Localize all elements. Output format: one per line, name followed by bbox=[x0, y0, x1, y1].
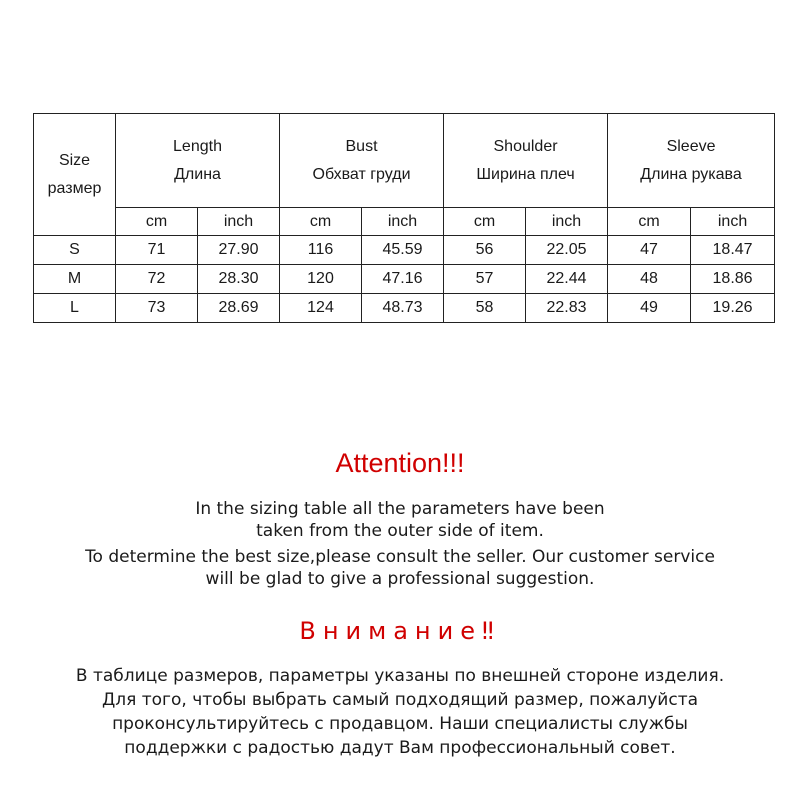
value-cell: 120 bbox=[280, 265, 362, 294]
notice-line: In the sizing table all the parameters have been bbox=[195, 499, 605, 519]
notice-line: В таблице размеров, параметры указаны по внешней стороне изделия. bbox=[75, 666, 725, 686]
length-header-ru: Длина bbox=[174, 165, 221, 183]
value-cell: 56 bbox=[444, 236, 526, 265]
notice-line: Для того, чтобы выбрать самый подходящий размер, пожалуйста bbox=[101, 690, 699, 710]
value-cell: 28.30 bbox=[198, 265, 280, 294]
value-cell: 45.59 bbox=[362, 236, 444, 265]
unit-inch-shoulder: inch bbox=[526, 208, 608, 236]
value-cell: 27.90 bbox=[198, 236, 280, 265]
value-cell: 47 bbox=[608, 236, 691, 265]
value-cell: 72 bbox=[116, 265, 198, 294]
notice-line: To determine the best size,please consult the seller. Our customer service bbox=[85, 547, 715, 567]
table-row bbox=[34, 236, 775, 265]
value-cell: 49 bbox=[608, 294, 691, 323]
unit-inch-length: inch bbox=[198, 208, 280, 236]
notice-line: поддержки с радостью дадут Вам профессиональный совет. bbox=[124, 738, 676, 758]
size-cell: M bbox=[34, 265, 116, 294]
value-cell: 48.73 bbox=[362, 294, 444, 323]
value-cell: 18.47 bbox=[691, 236, 775, 265]
notice-ru-paragraph bbox=[0, 664, 800, 760]
value-cell: 116 bbox=[280, 236, 362, 265]
sleeve-header-en: Sleeve bbox=[666, 137, 716, 155]
attention-title: Attention!!! bbox=[335, 448, 465, 478]
size-chart-table bbox=[33, 113, 775, 323]
notice-en-paragraph-2 bbox=[0, 546, 800, 590]
table-row bbox=[34, 294, 775, 323]
value-cell: 47.16 bbox=[362, 265, 444, 294]
shoulder-header-en: Shoulder bbox=[493, 137, 558, 155]
notice-line: taken from the outer side of item. bbox=[256, 521, 544, 541]
value-cell: 57 bbox=[444, 265, 526, 294]
value-cell: 71 bbox=[116, 236, 198, 265]
size-cell: S bbox=[34, 236, 116, 265]
sleeve-header bbox=[608, 114, 775, 208]
size-header-ru: размер bbox=[47, 179, 102, 197]
value-cell: 18.86 bbox=[691, 265, 775, 294]
bust-header bbox=[280, 114, 444, 208]
bust-header-en: Bust bbox=[345, 137, 378, 155]
attention-title-ru: Внимание‼ bbox=[299, 617, 501, 645]
value-cell: 22.44 bbox=[526, 265, 608, 294]
unit-inch-bust: inch bbox=[362, 208, 444, 236]
shoulder-header bbox=[444, 114, 608, 208]
length-header bbox=[116, 114, 280, 208]
unit-inch-sleeve: inch bbox=[691, 208, 775, 236]
shoulder-header-ru: Ширина плеч bbox=[476, 165, 575, 183]
length-header-en: Length bbox=[173, 137, 222, 155]
table-row bbox=[34, 265, 775, 294]
value-cell: 124 bbox=[280, 294, 362, 323]
unit-cm-sleeve: cm bbox=[608, 208, 691, 236]
unit-cm-length: cm bbox=[116, 208, 198, 236]
size-header-en: Size bbox=[58, 151, 91, 169]
unit-cm-bust: cm bbox=[280, 208, 362, 236]
value-cell: 22.83 bbox=[526, 294, 608, 323]
value-cell: 73 bbox=[116, 294, 198, 323]
notice-line: will be glad to give a professional suggestion. bbox=[205, 569, 595, 589]
unit-cm-shoulder: cm bbox=[444, 208, 526, 236]
value-cell: 58 bbox=[444, 294, 526, 323]
value-cell: 19.26 bbox=[691, 294, 775, 323]
notice-en-paragraph-1 bbox=[0, 498, 800, 542]
notice-line: проконсультируйтесь с продавцом. Наши специалисты службы bbox=[112, 714, 688, 734]
value-cell: 22.05 bbox=[526, 236, 608, 265]
size-header-cell bbox=[34, 114, 116, 236]
sleeve-header-ru: Длина рукава bbox=[640, 165, 742, 183]
size-cell: L bbox=[34, 294, 116, 323]
value-cell: 28.69 bbox=[198, 294, 280, 323]
bust-header-ru: Обхват груди bbox=[312, 165, 411, 183]
value-cell: 48 bbox=[608, 265, 691, 294]
